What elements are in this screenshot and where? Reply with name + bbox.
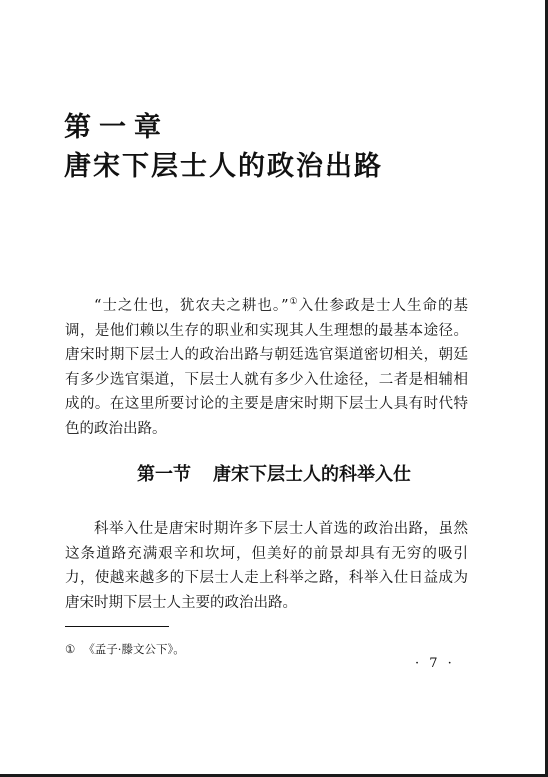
section-number: 第一节 <box>137 464 191 485</box>
chapter-number: 第一章 <box>64 112 169 143</box>
section-title: 唐宋下层士人的科举入仕 <box>213 464 411 485</box>
footnote-mark: ① <box>65 642 76 656</box>
footnote-text: 《孟子·滕文公下》。 <box>83 642 185 656</box>
chapter-title: 唐宋下层士人的政治出路 <box>64 151 383 182</box>
intro-text: 入仕参政是士人生命的基调，是他们赖以生存的职业和实现其人生理想的最基本途径。唐宋时期下层士人的政治出路与朝廷选官渠道密切相关，朝廷有多少选官渠道，下层士人就有多少入仕途径，二者是相辅相成的。在这里所要讨论的主要是唐宋时期下层士人具有时代特色的政治出路。 <box>65 298 468 437</box>
page-number: · 7 · <box>415 656 455 671</box>
footnote-reference[interactable]: ① <box>288 297 299 308</box>
section-heading <box>0 466 548 484</box>
intro-quote: “士之仕也，犹农夫之耕也。” <box>94 298 289 314</box>
intro-paragraph <box>65 294 468 441</box>
footnote <box>65 643 185 657</box>
body-paragraph: 科举入仕是唐宋时期许多下层士人首选的政治出路，虽然这条道路充满艰辛和坎坷，但美好的前景却具有无穷的吸引力，使越来越多的下层士人走上科举之路，科举入仕日益成为唐宋时期下层士人主要的政治出路。 <box>65 521 468 611</box>
footnote-divider <box>65 626 169 627</box>
